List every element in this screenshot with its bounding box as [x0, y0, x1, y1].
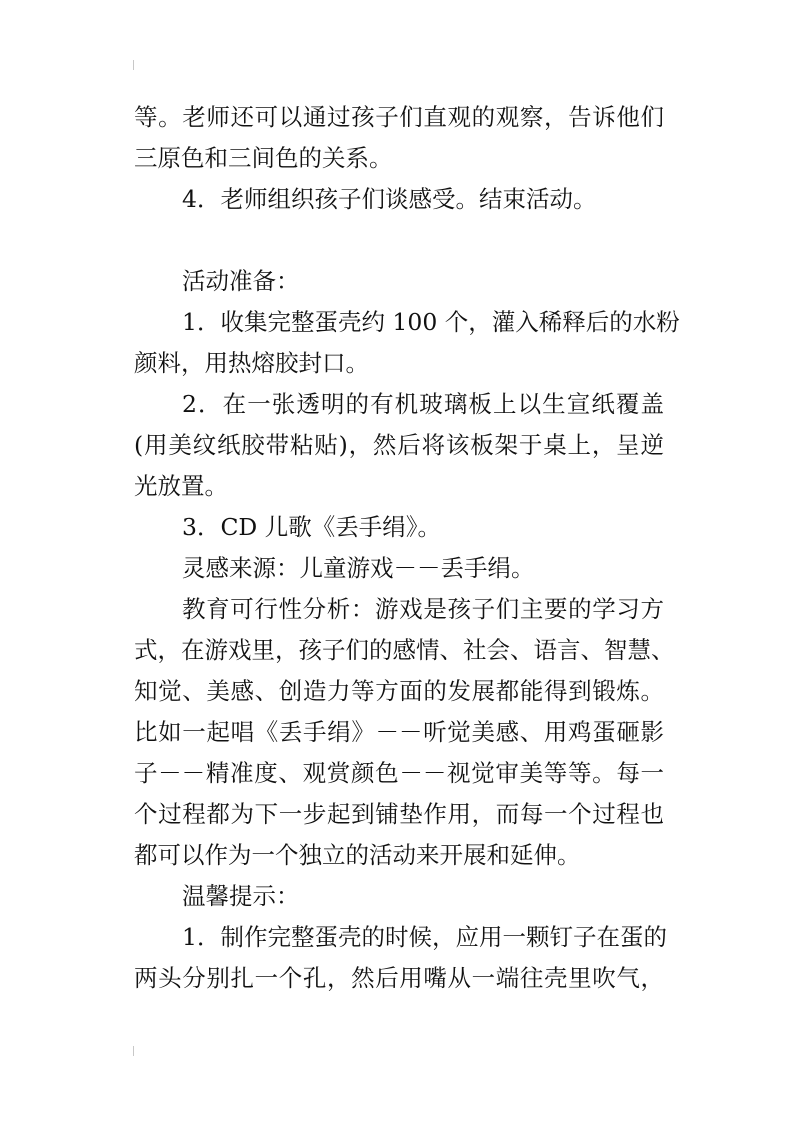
text-line: 颜料，用热熔胶封口。: [134, 349, 369, 377]
text-line: 光放置。: [134, 472, 228, 500]
text-line: 式，在游戏里，孩子们的感情、社会、语言、智慧、: [134, 636, 675, 664]
text-line: 个过程都为下一步起到铺垫作用，而每一个过程也: [134, 800, 664, 828]
text-line: 2．在一张透明的有机玻璃板上以生宣纸覆盖: [182, 390, 664, 418]
text-line: 比如一起唱《丢手绢》－－听觉美感、用鸡蛋砸影: [134, 718, 664, 746]
section-heading: 活动准备：: [182, 267, 300, 295]
text-line: 三原色和三间色的关系。: [134, 144, 393, 172]
text-line: 4．老师组织孩子们谈感受。结束活动。: [182, 185, 597, 213]
text-line: 子－－精准度、观赏颜色－－视觉审美等等。每一: [134, 759, 664, 787]
bottom-margin-mark: [133, 1046, 134, 1056]
text-line: 知觉、美感、创造力等方面的发展都能得到锻炼。: [134, 677, 664, 705]
text-line: 等。老师还可以通过孩子们直观的观察，告诉他们: [134, 103, 664, 131]
section-heading: 温馨提示：: [182, 882, 300, 910]
text-line: 两头分别扎一个孔，然后用嘴从一端往壳里吹气，: [134, 964, 664, 992]
text-line: 3．CD 儿歌《丢手绢》。: [182, 513, 441, 541]
text-line: 1．制作完整蛋壳的时候，应用一颗钉子在蛋的: [182, 923, 667, 951]
text-line: 都可以作为一个独立的活动来开展和延伸。: [134, 841, 581, 869]
text-line: 教育可行性分析：游戏是孩子们主要的学习方: [182, 595, 664, 623]
text-line: 灵感来源：儿童游戏－－丢手绢。: [182, 554, 535, 582]
document-body: [134, 97, 680, 999]
text-line: 1．收集完整蛋壳约 100 个，灌入稀释后的水粉: [182, 308, 680, 336]
text-line: (用美纹纸胶带粘贴)，然后将该板架于桌上，呈逆: [134, 431, 664, 459]
top-margin-mark: [133, 60, 134, 70]
paragraph-gap: [134, 220, 664, 261]
